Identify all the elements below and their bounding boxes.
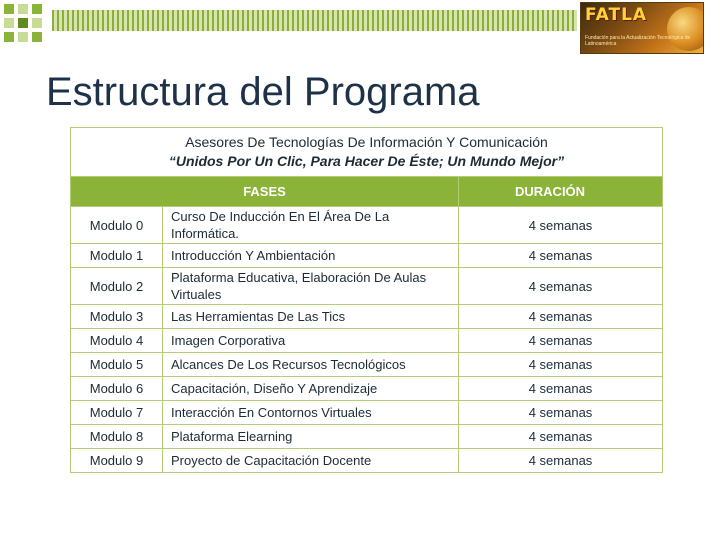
table-row [71, 329, 663, 353]
table-row [71, 425, 663, 449]
module-cell: Modulo 1 [71, 244, 163, 268]
duration-cell: 4 semanas [459, 449, 663, 473]
decor-square [4, 4, 14, 14]
module-cell: Modulo 8 [71, 425, 163, 449]
column-header-row [71, 177, 663, 207]
program-table [70, 127, 663, 473]
phase-cell: Alcances De Los Recursos Tecnológicos [163, 353, 459, 377]
caption-line-1: Asesores De Tecnologías De Información Y Comunicación [185, 134, 548, 150]
duration-cell: 4 semanas [459, 353, 663, 377]
logo-tagline: Fundación para la Actualización Tecnológica de Latinoamérica [585, 35, 691, 47]
duration-cell: 4 semanas [459, 329, 663, 353]
table-row [71, 244, 663, 268]
phase-cell: Plataforma Elearning [163, 425, 459, 449]
phase-cell: Imagen Corporativa [163, 329, 459, 353]
table-caption-row [71, 128, 663, 177]
table-row [71, 449, 663, 473]
duration-cell: 4 semanas [459, 244, 663, 268]
decor-square [4, 32, 14, 42]
table-row [71, 207, 663, 244]
table-row [71, 377, 663, 401]
table-row [71, 268, 663, 305]
column-header-fases: FASES [71, 177, 459, 207]
phase-cell: Introducción Y Ambientación [163, 244, 459, 268]
decor-square [4, 18, 14, 28]
decor-square [32, 32, 42, 42]
phase-cell: Proyecto de Capacitación Docente [163, 449, 459, 473]
decor-square [32, 4, 42, 14]
duration-cell: 4 semanas [459, 268, 663, 305]
module-cell: Modulo 0 [71, 207, 163, 244]
page-title: Estructura del Programa [46, 70, 480, 114]
table-row [71, 353, 663, 377]
module-cell: Modulo 9 [71, 449, 163, 473]
phase-cell: Curso De Inducción En El Área De La Informática. [163, 207, 459, 244]
module-cell: Modulo 4 [71, 329, 163, 353]
duration-cell: 4 semanas [459, 425, 663, 449]
duration-cell: 4 semanas [459, 207, 663, 244]
logo-brand: FATLA [585, 5, 648, 25]
decor-square [18, 18, 28, 28]
module-cell: Modulo 7 [71, 401, 163, 425]
table-row [71, 305, 663, 329]
table-caption [71, 128, 663, 177]
decor-square [18, 32, 28, 42]
module-cell: Modulo 3 [71, 305, 163, 329]
duration-cell: 4 semanas [459, 305, 663, 329]
phase-cell: Las Herramientas De Las Tics [163, 305, 459, 329]
duration-cell: 4 semanas [459, 377, 663, 401]
column-header-duracion: DURACIÓN [459, 177, 663, 207]
phase-cell: Interacción En Contornos Virtuales [163, 401, 459, 425]
duration-cell: 4 semanas [459, 401, 663, 425]
table-row [71, 401, 663, 425]
fatla-logo [580, 2, 704, 54]
caption-line-2: “Unidos Por Un Clic, Para Hacer De Éste; Un Mundo Mejor” [168, 153, 565, 169]
phase-cell: Capacitación, Diseño Y Aprendizaje [163, 377, 459, 401]
decor-stripes [52, 10, 577, 31]
decor-square [32, 18, 42, 28]
module-cell: Modulo 2 [71, 268, 163, 305]
phase-cell: Plataforma Educativa, Elaboración De Aulas Virtuales [163, 268, 459, 305]
module-cell: Modulo 5 [71, 353, 163, 377]
module-cell: Modulo 6 [71, 377, 163, 401]
decor-square [18, 4, 28, 14]
